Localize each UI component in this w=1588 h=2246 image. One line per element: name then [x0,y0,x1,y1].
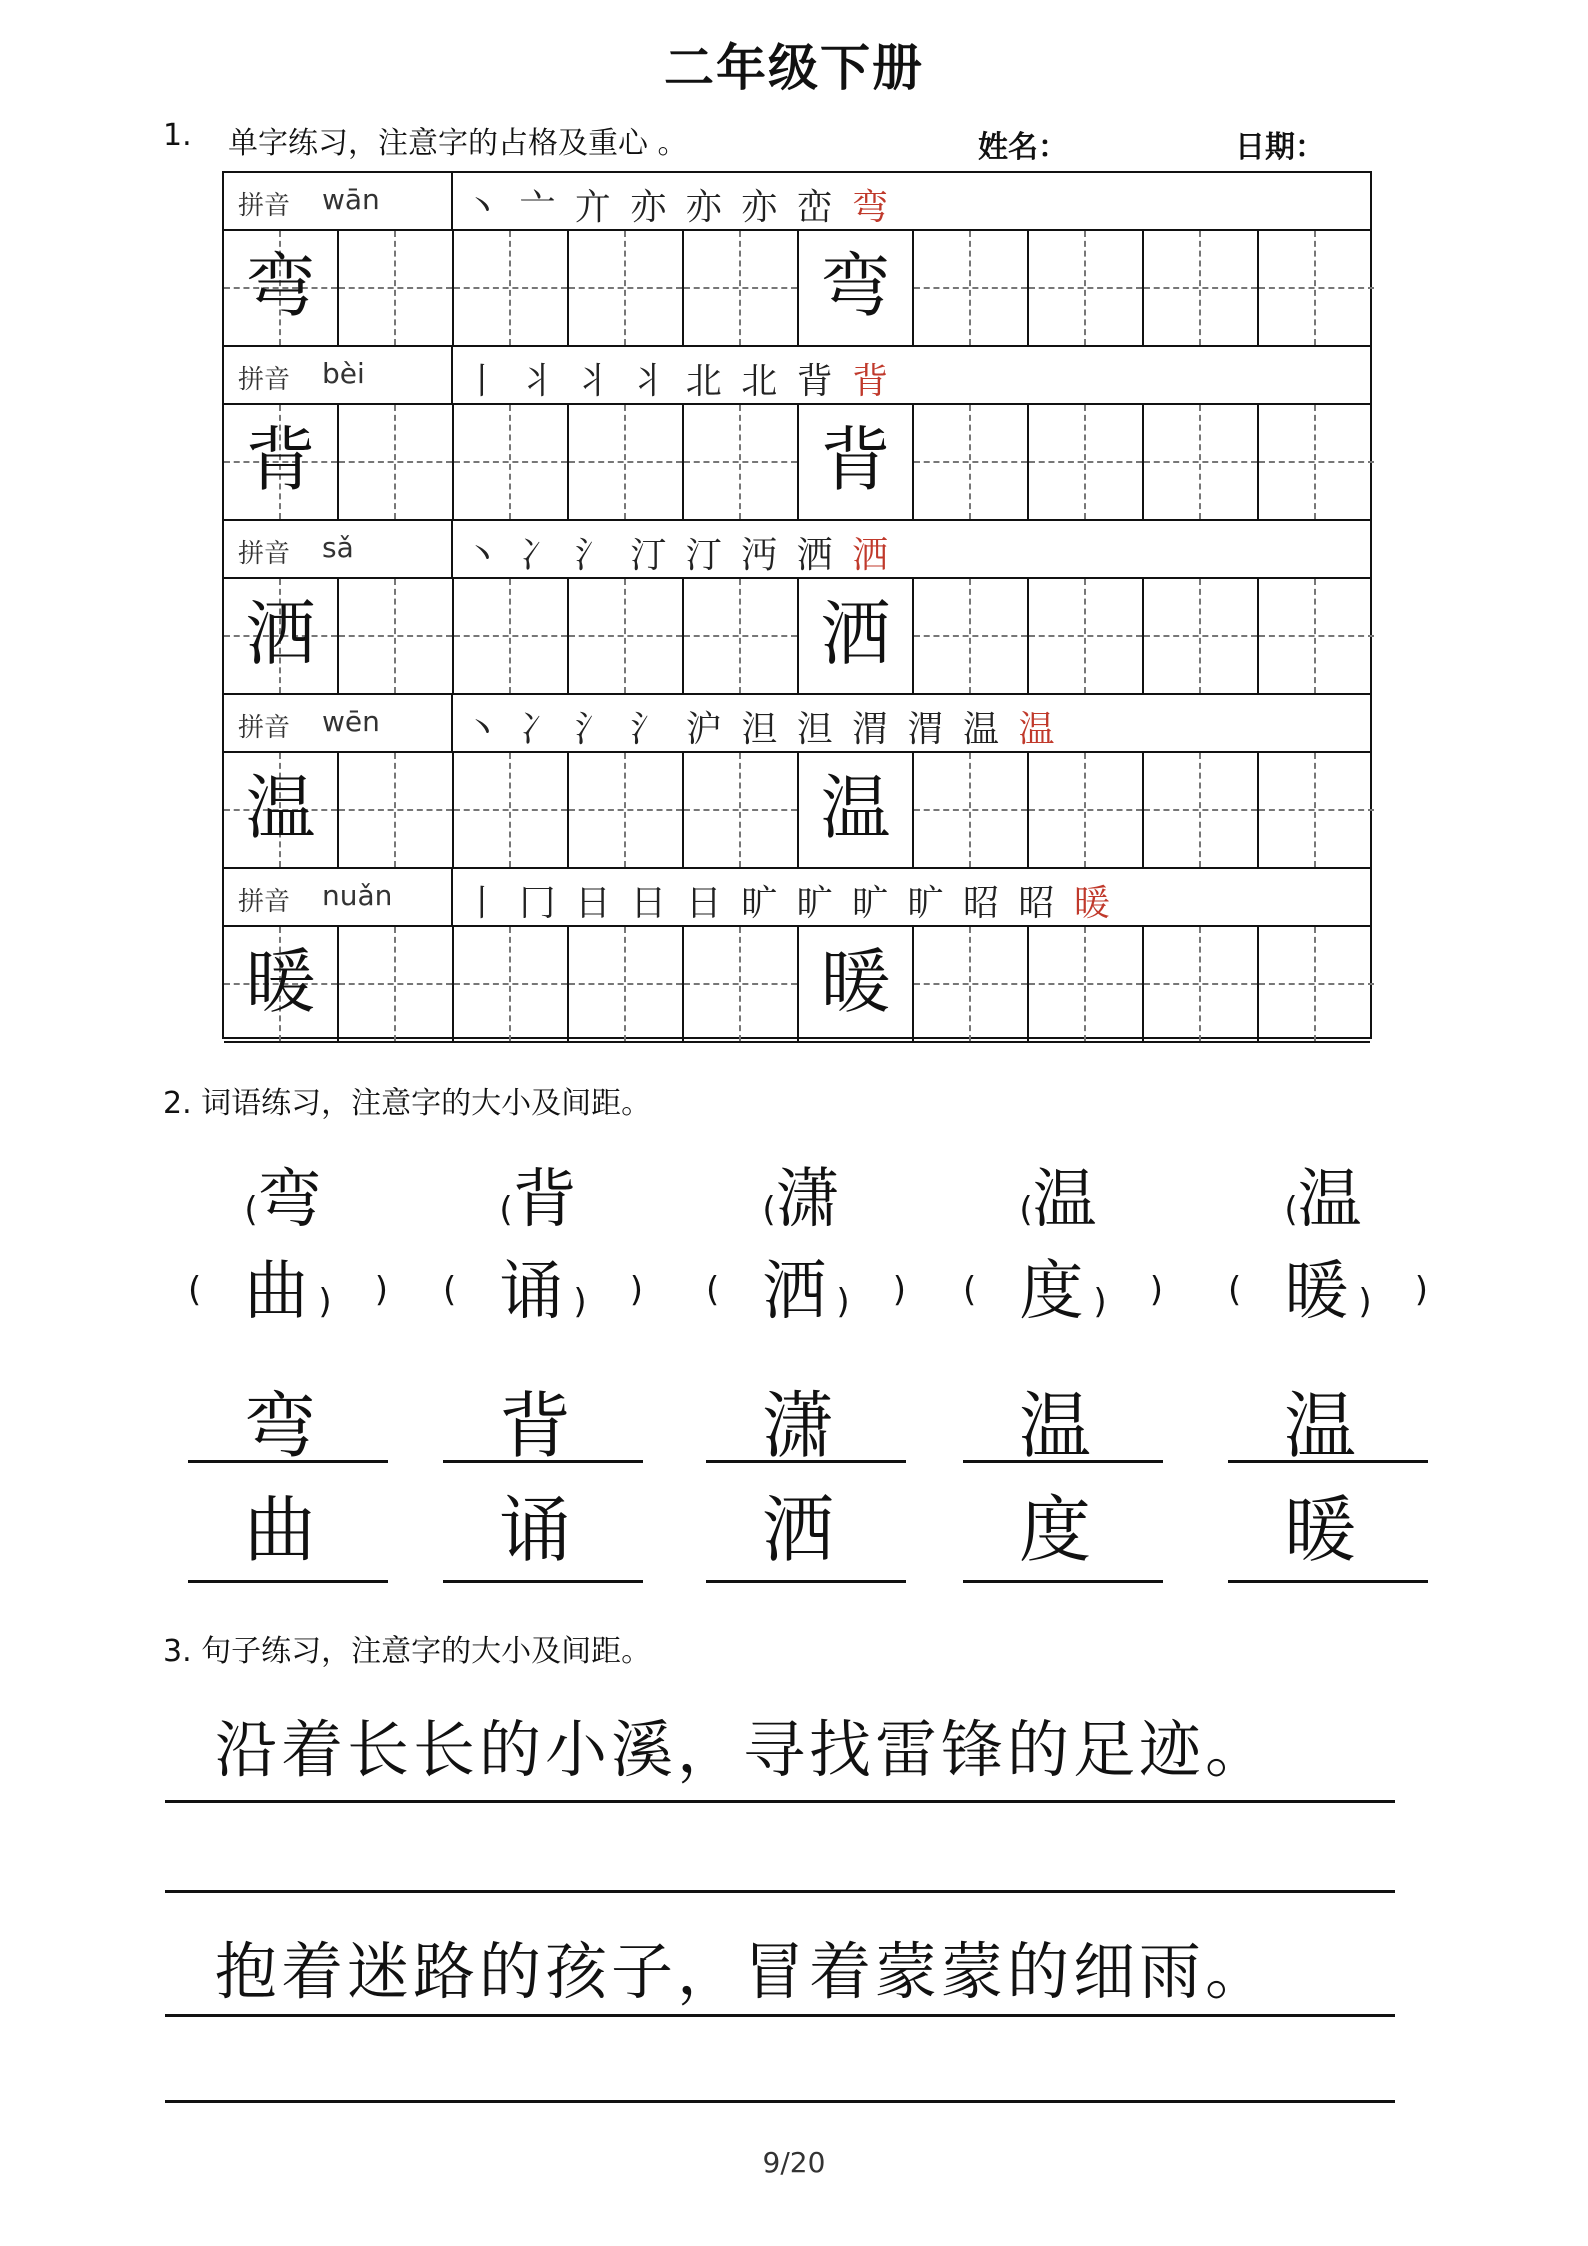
pinyin-label: 拼音 [238,887,291,917]
practice-cell[interactable] [684,753,799,867]
cell-guide-vertical [624,579,626,693]
pinyin-blank[interactable] [963,1270,1163,1310]
stroke-final: 温 [1018,709,1059,750]
practice-cell[interactable] [684,231,799,345]
pinyin-row [224,347,1370,405]
stroke-sequence: 丶 冫 氵 汀 汀 沔 洒 洒 [464,535,893,576]
cell-guide-vertical [1314,579,1316,693]
paren-close: ) [1358,1282,1372,1322]
word-underline [1228,1460,1428,1463]
word-blank-line[interactable] [706,1580,906,1583]
pinyin-divider [451,347,453,403]
stroke-sequence: 丶 亠 亣 亦 亦 亦 峦 弯 [464,187,893,228]
stroke-sequence: 丨 冂 日 日 日 旷 旷 旷 旷 昭 昭 暖 [464,883,1114,924]
word-underline [963,1460,1163,1463]
paren-open: ( [443,1270,457,1310]
cell-guide-vertical [624,231,626,345]
cell-guide-vertical [509,753,511,867]
word-text: 潇 洒 [762,1163,850,1329]
practice-cell [224,579,339,693]
stroke-sequence: 丨 丬 丬 丬 北 北 背 背 [464,361,893,402]
tracing-word: 温 度 [1018,1384,1107,1572]
practice-cell[interactable] [1029,753,1144,867]
practice-cell[interactable] [569,753,684,867]
practice-row [224,579,1370,695]
tracing-word: 弯 曲 [243,1384,332,1572]
cell-guide-vertical [394,927,396,1041]
word-text: 背 诵 [499,1163,587,1329]
cell-guide-vertical [739,231,741,345]
sentence-text: 沿着长长的小溪，寻找雷锋的足迹。 [215,1713,1272,1786]
model-character: 弯 [245,245,316,327]
paren-close: ) [836,1282,850,1322]
practice-cell[interactable] [454,579,569,693]
pinyin-row [224,521,1370,579]
practice-cell[interactable] [684,579,799,693]
cell-guide-vertical [1314,927,1316,1041]
paren-open: ( [762,1190,776,1230]
practice-cell[interactable] [454,231,569,345]
practice-row [224,927,1370,1043]
practice-cell[interactable] [1029,579,1144,693]
practice-row [224,405,1370,521]
cell-guide-vertical [1199,579,1201,693]
practice-cell[interactable] [1029,405,1144,519]
paren-open: ( [1228,1270,1242,1310]
cell-guide-horizontal [1259,635,1374,637]
sentence-blank-line[interactable] [165,1890,1395,1893]
practice-cell[interactable] [1259,405,1374,519]
model-character: 洒 [245,593,316,675]
practice-cell [799,927,914,1041]
word-underline [706,1460,906,1463]
practice-cell[interactable] [569,405,684,519]
stroke-order [464,875,1114,926]
sentence-underline [165,2014,1395,2017]
paren-open: ( [1019,1190,1033,1230]
cell-guide-vertical [1084,579,1086,693]
sentence-underline [165,1800,1395,1803]
cell-guide-vertical [1199,753,1201,867]
paren-close: ) [573,1282,587,1322]
pinyin-divider [451,695,453,751]
model-character: 暖 [245,941,316,1023]
stroke-order [464,179,892,230]
sentence-blank-line[interactable] [165,2100,1395,2103]
practice-cell[interactable] [454,405,569,519]
pinyin-row [224,173,1370,231]
cell-guide-vertical [1314,231,1316,345]
paren-open: ( [963,1270,977,1310]
practice-cell[interactable] [339,753,454,867]
practice-cell[interactable] [1144,231,1259,345]
practice-row [224,231,1370,347]
stroke-final: 背 [852,361,893,402]
practice-cell[interactable] [339,405,454,519]
practice-cell [224,405,339,519]
cell-guide-vertical [1084,231,1086,345]
pinyin-row [224,869,1370,927]
stroke-final: 暖 [1073,883,1114,924]
cell-guide-vertical [1314,405,1316,519]
cell-guide-vertical [394,231,396,345]
word-blank-line[interactable] [443,1580,643,1583]
paren-open: ( [499,1190,513,1230]
sentence-text: 抱着迷路的孩子，冒着蒙蒙的细雨。 [215,1935,1272,2008]
page-title: 二年级下册 [664,39,924,97]
stroke-order [464,701,1058,752]
pinyin-divider [451,521,453,577]
practice-cell[interactable] [1259,231,1374,345]
word-text: 温 度 [1019,1163,1107,1329]
pinyin-label: 拼音 [238,365,291,395]
pinyin-divider [451,869,453,925]
word-blank-line[interactable] [1228,1580,1428,1583]
cell-guide-vertical [739,579,741,693]
paren-close: ) [629,1270,643,1310]
model-character: 温 [245,767,316,849]
paren-open: ( [188,1270,202,1310]
practice-cell [799,405,914,519]
cell-guide-vertical [509,927,511,1041]
paren-close: ) [1149,1270,1163,1310]
stroke-order [464,527,892,578]
character-practice-grid [222,171,1372,1039]
pinyin-blank[interactable] [443,1270,643,1310]
cell-guide-vertical [969,579,971,693]
cell-guide-horizontal [1259,809,1374,811]
practice-cell[interactable] [339,231,454,345]
practice-cell [224,753,339,867]
practice-cell[interactable] [454,927,569,1041]
practice-row [224,753,1370,869]
practice-cell[interactable] [1259,753,1374,867]
model-character: 温 [820,767,891,849]
cell-guide-vertical [1199,405,1201,519]
pinyin-blank[interactable] [188,1270,388,1310]
pinyin-row [224,695,1370,753]
date-label: 日期： [1235,130,1325,165]
model-character: 背 [245,419,316,501]
cell-guide-vertical [1199,231,1201,345]
practice-cell[interactable] [1144,753,1259,867]
cell-guide-vertical [394,579,396,693]
practice-cell[interactable] [339,927,454,1041]
pinyin-value: wēn [322,705,380,738]
pinyin-blank[interactable] [1228,1270,1428,1310]
practice-cell[interactable] [684,927,799,1041]
paren-open: ( [706,1270,720,1310]
pinyin-blank[interactable] [706,1270,906,1310]
cell-guide-vertical [509,231,511,345]
cell-guide-vertical [1084,927,1086,1041]
cell-guide-vertical [969,231,971,345]
cell-guide-vertical [1199,927,1201,1041]
cell-guide-vertical [509,579,511,693]
pinyin-value: bèi [322,357,365,390]
practice-cell[interactable] [914,231,1029,345]
practice-cell[interactable] [1029,927,1144,1041]
cell-guide-vertical [969,405,971,519]
cell-guide-horizontal [1259,983,1374,985]
practice-cell [224,927,339,1041]
practice-cell[interactable] [569,231,684,345]
practice-cell [224,231,339,345]
practice-cell [799,579,914,693]
model-character: 暖 [820,941,891,1023]
model-character: 洒 [820,593,891,675]
cell-guide-vertical [969,753,971,867]
stroke-final: 弯 [852,187,893,228]
cell-guide-vertical [1084,405,1086,519]
section2-heading: 2. 词语练习，注意字的大小及间距。 [163,1086,652,1121]
word-blank-line[interactable] [963,1580,1163,1583]
practice-cell[interactable] [1144,927,1259,1041]
cell-guide-vertical [624,405,626,519]
pinyin-label: 拼音 [238,713,291,743]
cell-guide-vertical [739,405,741,519]
section3-heading: 3. 句子练习，注意字的大小及间距。 [163,1634,652,1669]
cell-guide-vertical [509,405,511,519]
pinyin-value: wān [322,183,380,216]
section1-number: 1. [163,118,192,153]
practice-cell [799,753,914,867]
model-character: 弯 [820,245,891,327]
cell-guide-vertical [1084,753,1086,867]
cell-guide-horizontal [1259,287,1374,289]
practice-cell[interactable] [569,927,684,1041]
word-text: 温 暖 [1284,1163,1372,1329]
practice-cell[interactable] [454,753,569,867]
tracing-word: 背 诵 [498,1384,587,1572]
cell-guide-vertical [739,927,741,1041]
word-blank-line[interactable] [188,1580,388,1583]
practice-cell[interactable] [1144,405,1259,519]
cell-guide-vertical [394,753,396,867]
pinyin-value: nuǎn [322,879,393,912]
practice-cell[interactable] [569,579,684,693]
tracing-word: 温 暖 [1283,1384,1372,1572]
page-number: 9/20 [762,2146,826,2179]
paren-close: ) [1414,1270,1428,1310]
practice-cell[interactable] [914,927,1029,1041]
cell-guide-vertical [969,927,971,1041]
pinyin-label: 拼音 [238,191,291,221]
practice-cell [799,231,914,345]
paren-open: ( [244,1190,258,1230]
practice-cell[interactable] [1144,579,1259,693]
practice-cell[interactable] [914,753,1029,867]
paren-close: ) [892,1270,906,1310]
word-text: 弯 曲 [244,1163,332,1329]
cell-guide-vertical [624,753,626,867]
cell-guide-horizontal [1259,461,1374,463]
pinyin-label: 拼音 [238,539,291,569]
stroke-order [464,353,892,404]
paren-close: ) [374,1270,388,1310]
practice-cell[interactable] [1259,579,1374,693]
word-underline [188,1460,388,1463]
cell-guide-vertical [394,405,396,519]
pinyin-value: sǎ [322,531,354,564]
cell-guide-vertical [624,927,626,1041]
model-character: 背 [820,419,891,501]
stroke-sequence: 丶 冫 氵 氵 沪 泹 泹 渭 渭 温 温 [464,709,1059,750]
name-label: 姓名： [978,130,1068,165]
practice-cell[interactable] [339,579,454,693]
pinyin-divider [451,173,453,229]
cell-guide-vertical [739,753,741,867]
stroke-final: 洒 [852,535,893,576]
paren-close: ) [1093,1282,1107,1322]
practice-cell[interactable] [1029,231,1144,345]
practice-cell[interactable] [914,579,1029,693]
cell-guide-vertical [1314,753,1316,867]
section1-heading: 单字练习，注意字的占格及重心 。 [228,126,688,161]
practice-cell[interactable] [1259,927,1374,1041]
paren-open: ( [1284,1190,1298,1230]
paren-close: ) [318,1282,332,1322]
word-underline [443,1460,643,1463]
practice-cell[interactable] [684,405,799,519]
tracing-word: 潇 洒 [761,1384,850,1572]
practice-cell[interactable] [914,405,1029,519]
